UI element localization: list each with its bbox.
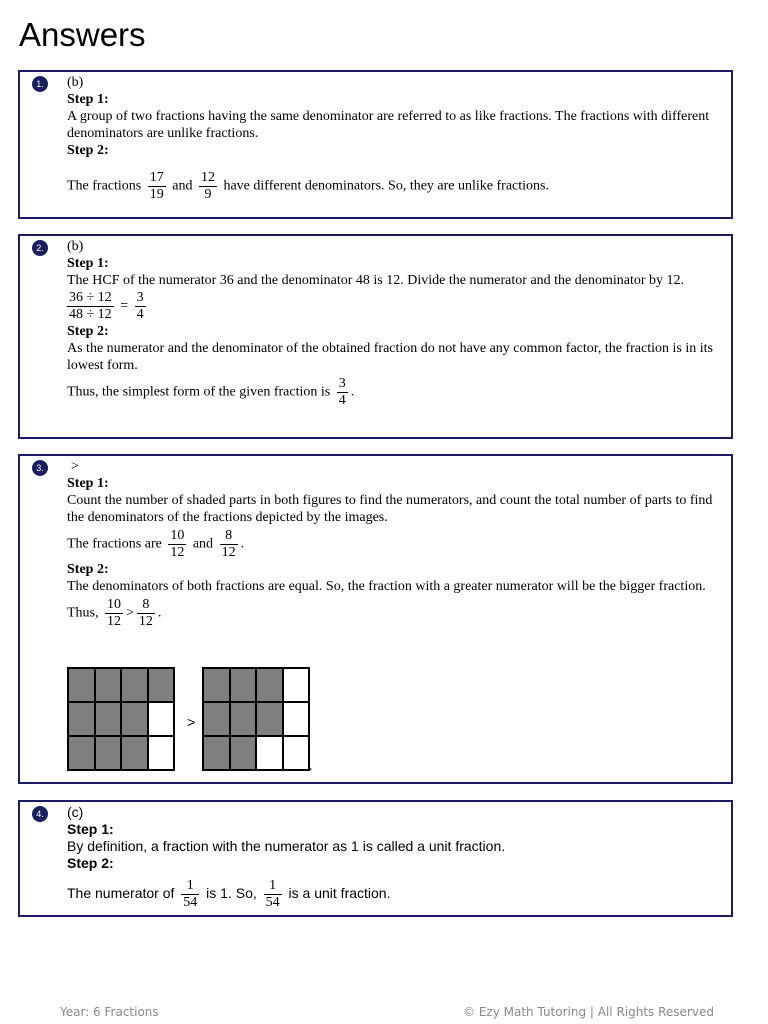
fractions-text: The fractions are <box>67 536 162 552</box>
fraction-denominator: 54 <box>265 895 280 910</box>
period: . <box>350 384 355 400</box>
answer-content <box>67 456 723 630</box>
fraction-numerator: 3 <box>136 290 144 305</box>
figure-greater-than: > <box>187 714 196 730</box>
fraction-1-54 <box>264 878 282 911</box>
step-1-label: Step 1: <box>67 92 109 107</box>
grid-cell <box>95 736 122 770</box>
grid-cell <box>203 668 230 702</box>
answer-box-4 <box>18 800 733 917</box>
and-text: and <box>172 178 193 194</box>
fraction-1-54 <box>181 878 199 911</box>
grid-cell <box>230 668 257 702</box>
fraction-denominator: 19 <box>149 187 164 202</box>
fraction-numerator: 3 <box>338 376 346 391</box>
conclusion-text: Thus, the simplest form of the given fraction is <box>67 384 331 400</box>
final-fraction <box>337 376 348 409</box>
answer-choice: (b) <box>67 239 84 254</box>
fraction-numerator: 10 <box>107 597 121 612</box>
period: . <box>240 536 245 552</box>
grid-cell <box>283 736 310 770</box>
step-2-text: As the numerator and the denominator of the obtained fraction do not have any common factor, the fraction is in its lowest form. <box>67 341 713 373</box>
greater-than-sign: > <box>126 605 134 621</box>
grid-cell <box>148 736 175 770</box>
fraction-grid-8-of-12 <box>202 667 310 771</box>
grid-cell <box>68 668 95 702</box>
fraction-denominator: 12 <box>221 545 236 560</box>
grid-cell <box>283 702 310 736</box>
step-2-text-start: The fractions <box>67 178 142 194</box>
fraction-numerator: 1 <box>264 878 282 895</box>
grid-cell <box>68 702 95 736</box>
step-2-text-start: The numerator of <box>67 885 175 902</box>
fraction-numerator: 17 <box>149 170 164 185</box>
step-1-label: Step 1: <box>67 256 109 271</box>
thus-text: Thus, <box>67 605 99 621</box>
equals-sign: = <box>120 298 129 314</box>
grid-cell <box>230 736 257 770</box>
figure-period: . <box>309 759 313 774</box>
step-1-label: Step 1: <box>67 821 114 837</box>
question-number-badge: 2. <box>32 240 48 256</box>
answer-choice: (b) <box>67 75 84 90</box>
grid-cell <box>121 702 148 736</box>
grid-cell <box>148 702 175 736</box>
fraction-denominator: 4 <box>338 393 346 408</box>
answer-choice: > <box>71 459 79 474</box>
question-number-badge: 1. <box>32 76 48 92</box>
answer-content <box>67 236 723 409</box>
grid-cell <box>121 668 148 702</box>
answer-box-3 <box>18 454 733 784</box>
fraction-numerator: 10 <box>170 528 185 543</box>
step-2-label: Step 2: <box>67 562 109 577</box>
fraction-10-12 <box>105 597 123 630</box>
grid-cell <box>203 702 230 736</box>
grid-cell <box>283 668 310 702</box>
fraction-denominator: 48 ÷ 12 <box>69 307 112 322</box>
fraction-12-9 <box>199 170 217 203</box>
step-2-label: Step 2: <box>67 324 109 339</box>
fraction-denominator: 54 <box>183 895 198 910</box>
step-1-text: A group of two fractions having the same denominator are referred to as like fractions. The fractions with different denominators are unlike fractions. <box>67 109 710 141</box>
answer-box-1 <box>18 70 733 219</box>
grid-cell <box>95 702 122 736</box>
period: . <box>157 605 162 621</box>
division-fraction <box>67 290 114 323</box>
and-text: and <box>192 536 214 552</box>
step-1-text: Count the number of shaded parts in both figures to find the numerators, and count the total number of parts to find the denominators of the fractions depicted by the images. <box>67 493 713 525</box>
fraction-denominator: 12 <box>138 614 153 629</box>
footer-left: Year: 6 Fractions <box>60 1005 159 1019</box>
grid-cell <box>203 736 230 770</box>
grid-cell <box>256 702 283 736</box>
step-1-label: Step 1: <box>67 476 109 491</box>
step-2-label: Step 2: <box>67 855 114 871</box>
fraction-numerator: 1 <box>181 878 199 895</box>
fraction-10-12 <box>168 528 186 561</box>
step-2-text-end: have different denominators. So, they are unlike fractions. <box>223 178 549 194</box>
fraction-numerator: 8 <box>137 597 155 614</box>
step-2-text-middle: is 1. So, <box>206 885 257 902</box>
fraction-numerator: 12 <box>200 170 215 185</box>
fraction-8-12 <box>220 528 238 561</box>
fraction-denominator: 9 <box>204 187 212 202</box>
grid-cell <box>68 736 95 770</box>
question-number-badge: 3. <box>32 460 48 476</box>
fraction-denominator: 12 <box>107 614 121 629</box>
fraction-8-12 <box>137 597 155 630</box>
fraction-denominator: 4 <box>136 307 144 322</box>
page-title: Answers <box>19 16 146 53</box>
footer-right: © Ezy Math Tutoring | All Rights Reserved <box>463 1005 714 1019</box>
grid-cell <box>256 736 283 770</box>
step-1-text: The HCF of the numerator 36 and the denominator 48 is 12. Divide the numerator and the denominator by 12. <box>67 273 685 288</box>
grid-cell <box>148 668 175 702</box>
grid-cell <box>95 668 122 702</box>
answer-choice: (c) <box>67 804 84 820</box>
answer-content <box>67 802 723 911</box>
fraction-17-19 <box>148 170 166 203</box>
fraction-3-4 <box>135 290 146 323</box>
step-2-text: The denominators of both fractions are equal. So, the fraction with a greater numerator will be the bigger fraction. <box>67 579 706 594</box>
step-2-label: Step 2: <box>67 143 109 158</box>
grid-cell <box>121 736 148 770</box>
step-2-text-end: is a unit fraction. <box>288 885 391 902</box>
question-number-badge: 4. <box>32 806 48 822</box>
answer-box-2 <box>18 234 733 439</box>
answer-content <box>67 72 723 203</box>
grid-cell <box>230 702 257 736</box>
step-1-text: By definition, a fraction with the numerator as 1 is called a unit fraction. <box>67 838 506 854</box>
fraction-numerator: 36 ÷ 12 <box>69 290 112 305</box>
fraction-numerator: 8 <box>220 528 238 545</box>
grid-cell <box>256 668 283 702</box>
fraction-denominator: 12 <box>170 545 185 560</box>
fraction-grid-10-of-12 <box>67 667 175 771</box>
